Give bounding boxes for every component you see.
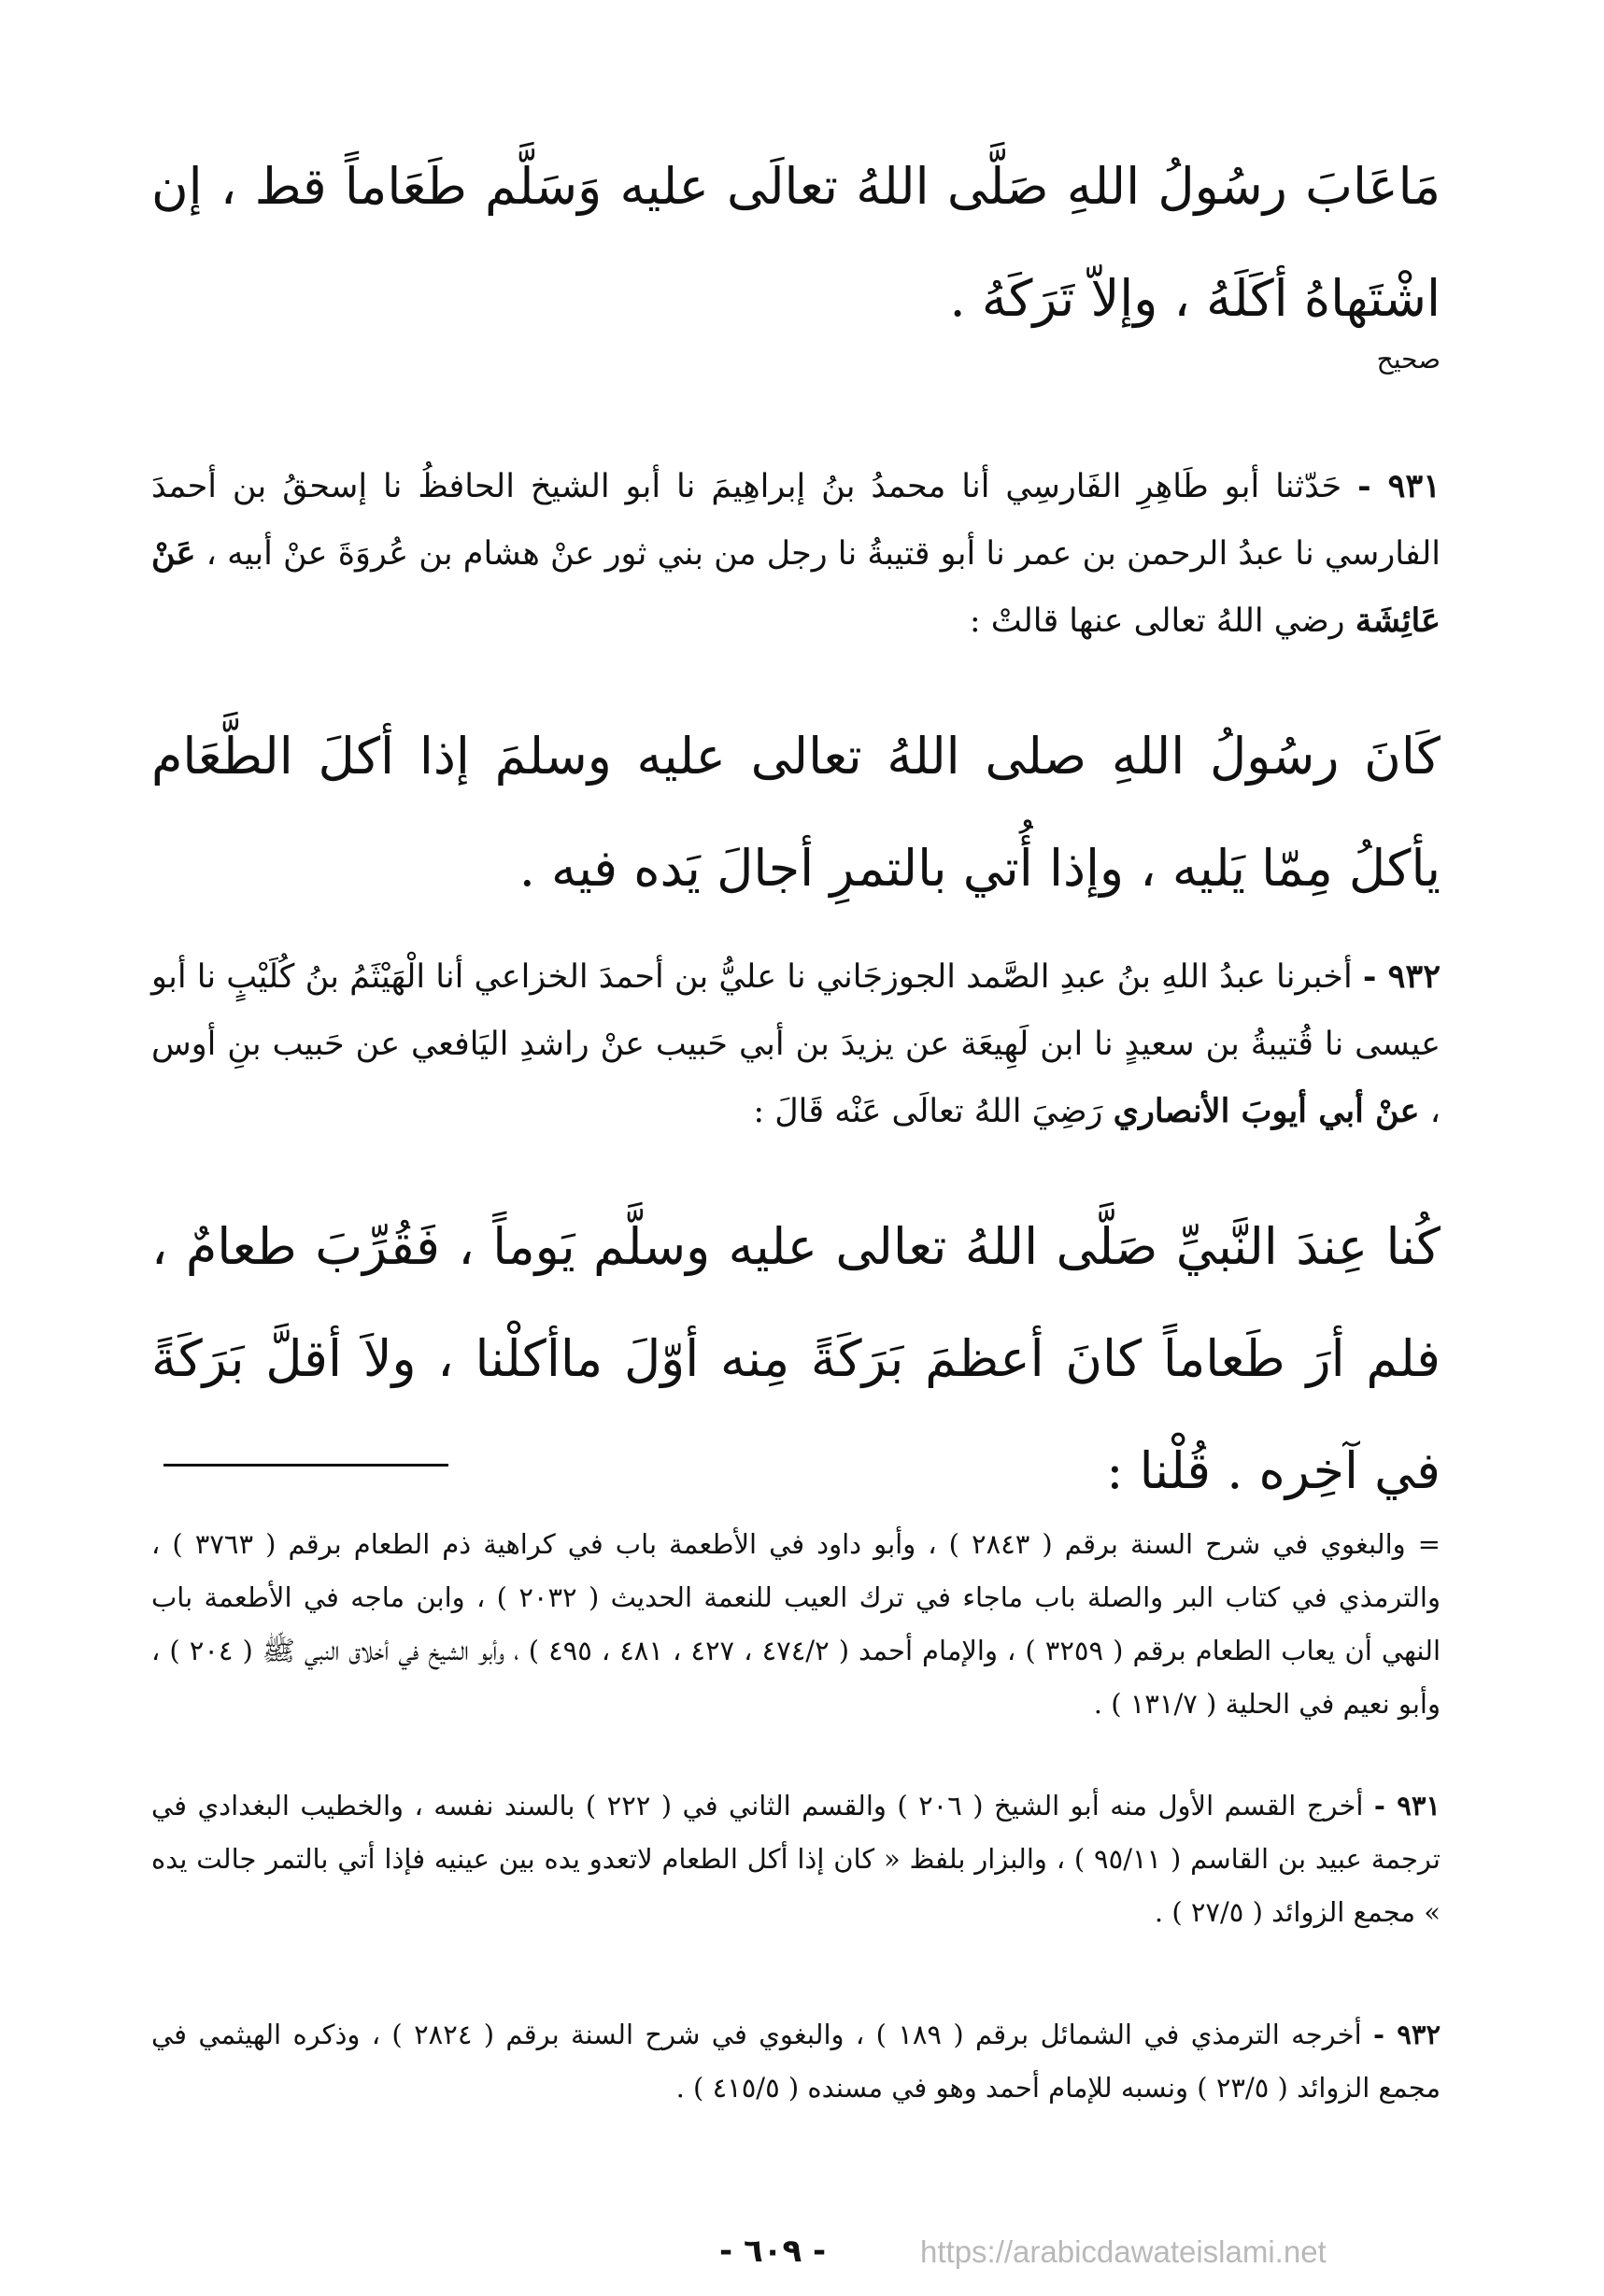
hadith-932-chain-end: رَضِيَ اللهُ تعالَى عَنْه قَالَ :: [753, 1093, 1103, 1130]
hadith-932-text: [151, 1191, 1441, 1527]
footnote-continued: [151, 1518, 1441, 1731]
footnote-931: [151, 1779, 1441, 1939]
footnote-931-text: أخرج القسم الأول منه أبو الشيخ ( ٢٠٦ ) والقسم الثاني في ( ٢٢٢ ) بالسند نفسه ، والخطيب البغدادي في ترجمة عبيد بن القاسم ( ٩٥/١١ ) ، والبزار بلفظ « كان إذا أكل الطعام لاتعدو يده بين عينيه فإذا أتي بالتمر جالت يده » مجمع الزوائد ( ٢٧/٥ ) .: [151, 1790, 1441, 1928]
watermark-url: https://arabicdawateislami.net: [920, 2234, 1327, 2269]
hadith-931-chain-end: رضي اللهُ تعالى عنها قالتْ :: [969, 602, 1345, 640]
hadith-930-body: مَاعَابَ رسُولُ اللهِ صَلَّى اللهُ تعالَى عليه وَسَلَّم طَعَاماً قط ، إن اشْتَهاهُ أكَلَهُ ، وإلاّ تَرَكَهُ .: [151, 157, 1441, 328]
page-footer: [0, 2232, 1604, 2279]
hadith-931-number: ٩٣١ -: [1357, 467, 1441, 505]
hadith-932-isnad: [151, 943, 1441, 1145]
hadith-931-text: [151, 701, 1441, 925]
footnote-932: [151, 2008, 1441, 2115]
footnote-separator: [163, 1464, 448, 1467]
footnote-932-text: أخرجه الترمذي في الشمائل برقم ( ١٨٩ ) ، والبغوي في شرح السنة برقم ( ٢٨٢٤ ) ، وذكره الهيثمي في مجمع الزوائد ( ٢٣/٥ ) ونسبه للإمام أحمد وهو في مسنده ( ٤١٥/٥ ) .: [151, 2019, 1441, 2104]
hadith-932-body: كُنا عِندَ النَّبيِّ صَلَّى اللهُ تعالى عليه وسلَّم يَوماً ، فَقُرِّبَ طعامٌ ، فلم أرَ طَعاماً كانَ أعظمَ بَرَكَةً مِنه أوّلَ ماأكلْنا ، ولاَ أقلَّ بَرَكَةً في آخِره . قُلْنا :: [151, 1217, 1441, 1500]
hadith-931-body: كَانَ رسُولُ اللهِ صلى اللهُ تعالى عليه وسلمَ إذا أكلَ الطَّعَام يأكلُ مِمّا يَليه ، وإذا أُتي بالتمرِ أجالَ يَده فيه .: [151, 727, 1441, 898]
footnote-932-number: ٩٣٢ -: [1373, 2019, 1441, 2050]
hadith-930-text: [151, 131, 1441, 355]
hadith-932-chain: أخبرنا عبدُ اللهِ بنُ عبدِ الصَّمد الجوزجَاني نا عليُّ بن أحمدَ الخزاعي أنا الْهَيْثَمُ بنُ كُلَيْبٍ نا أبو عيسى نا قُتيبةُ بن سعيدٍ نا ابن لَهِيعَة عن يزيدَ بن أبي حَبيب عنْ راشدِ اليَافعي عن حَبيب بنِ أوس ،: [151, 958, 1441, 1130]
footnote-continued-text: = والبغوي في شرح السنة برقم ( ٢٨٤٣ ) ، وأبو داود في الأطعمة باب في كراهية ذم الطعام برقم ( ٣٧٦٣ ) ، والترمذي في كتاب البر والصلة باب ماجاء في ترك العيب للنعمة الحديث ( ٢٠٣٢ ) ، وابن ماجه في الأطعمة باب النهي أن يعاب الطعام برقم ( ٣٢٥٩ ) ، والإمام أحمد ( ٤٧٤/٢ ، ٤٢٧ ، ٤٨١ ، ٤٩٥ ) ، وأبو الشيخ في أخلاق النبي ﷺ ( ٢٠٤ ) ، وأبو نعيم في الحلية ( ١٣١/٧ ) .: [151, 1528, 1441, 1720]
footnote-931-number: ٩٣١ -: [1373, 1790, 1441, 1821]
page-number: - ٦٠٩ -: [719, 2232, 827, 2270]
hadith-932-narrator: عنْ أبي أيوبَ الأنصاري: [1113, 1092, 1420, 1130]
hadith-930-grade: صحيح: [1376, 344, 1441, 375]
hadith-932-number: ٩٣٢ -: [1362, 957, 1441, 996]
hadith-931-narrator: عَنْ عَائِشَة: [151, 534, 1441, 640]
hadith-931-chain: حَدّثنا أبو طَاهِرِ الفَارسِي أنا محمدُ بنُ إبراهِيمَ نا أبو الشيخ الحافظُ نا إسحقُ بن أحمدَ الفارسي نا عبدُ الرحمن بن عمر نا أبو قتيبةُ نا رجل من بني ثور عنْ هشام بن عُروَةَ عنْ أبيه ،: [151, 468, 1441, 573]
hadith-931-isnad: [151, 453, 1441, 655]
